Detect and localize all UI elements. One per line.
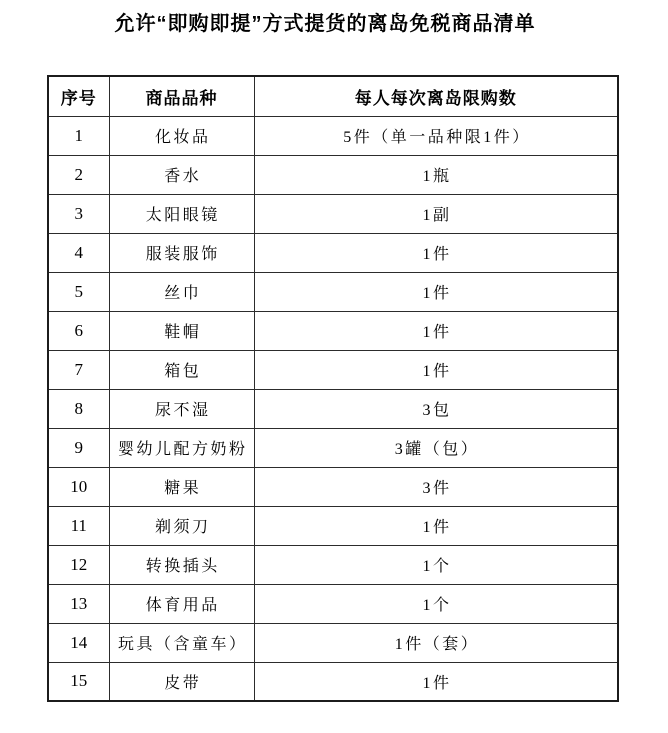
cell-serial: 15 [48, 662, 109, 701]
cell-product: 鞋帽 [109, 311, 254, 350]
cell-limit: 1件 [254, 272, 618, 311]
cell-serial: 1 [48, 116, 109, 155]
cell-serial: 12 [48, 545, 109, 584]
cell-serial: 10 [48, 467, 109, 506]
table-row [48, 506, 618, 545]
cell-limit: 1件 [254, 506, 618, 545]
cell-limit: 3包 [254, 389, 618, 428]
cell-limit: 1件 [254, 233, 618, 272]
header-product-type: 商品品种 [109, 76, 254, 116]
cell-product: 转换插头 [109, 545, 254, 584]
cell-limit: 1瓶 [254, 155, 618, 194]
cell-limit: 1副 [254, 194, 618, 233]
cell-product: 箱包 [109, 350, 254, 389]
cell-product: 太阳眼镜 [109, 194, 254, 233]
page-title: 允许“即购即提”方式提货的离岛免税商品清单 [114, 13, 536, 35]
cell-limit: 3件 [254, 467, 618, 506]
table-row [48, 428, 618, 467]
table-row [48, 389, 618, 428]
table-row [48, 623, 618, 662]
cell-product: 化妆品 [109, 116, 254, 155]
cell-product: 服装服饰 [109, 233, 254, 272]
cell-serial: 8 [48, 389, 109, 428]
table-row [48, 545, 618, 584]
cell-product: 玩具（含童车） [109, 623, 254, 662]
cell-limit: 1个 [254, 584, 618, 623]
cell-serial: 7 [48, 350, 109, 389]
table-body [48, 116, 618, 701]
header-serial-number: 序号 [48, 76, 109, 116]
cell-serial: 13 [48, 584, 109, 623]
cell-serial: 14 [48, 623, 109, 662]
cell-serial: 9 [48, 428, 109, 467]
cell-serial: 11 [48, 506, 109, 545]
table-row [48, 311, 618, 350]
table-row [48, 272, 618, 311]
cell-serial: 4 [48, 233, 109, 272]
cell-product: 剃须刀 [109, 506, 254, 545]
cell-product: 糖果 [109, 467, 254, 506]
header-row [48, 76, 618, 116]
cell-serial: 6 [48, 311, 109, 350]
table-header [48, 76, 618, 116]
table-row [48, 116, 618, 155]
cell-limit: 1件（套） [254, 623, 618, 662]
cell-product: 尿不湿 [109, 389, 254, 428]
duty-free-goods-table [47, 75, 619, 702]
cell-limit: 1件 [254, 662, 618, 701]
cell-limit: 5件（单一品种限1件） [254, 116, 618, 155]
table-row [48, 194, 618, 233]
cell-product: 皮带 [109, 662, 254, 701]
cell-limit: 1件 [254, 311, 618, 350]
cell-limit: 1个 [254, 545, 618, 584]
table-row [48, 350, 618, 389]
cell-product: 丝巾 [109, 272, 254, 311]
table-row [48, 233, 618, 272]
table-row [48, 662, 618, 701]
cell-serial: 5 [48, 272, 109, 311]
cell-serial: 3 [48, 194, 109, 233]
table-row [48, 155, 618, 194]
cell-limit: 3罐（包） [254, 428, 618, 467]
table-row [48, 584, 618, 623]
table-row [48, 467, 618, 506]
cell-serial: 2 [48, 155, 109, 194]
header-purchase-limit: 每人每次离岛限购数 [254, 76, 618, 116]
cell-limit: 1件 [254, 350, 618, 389]
cell-product: 香水 [109, 155, 254, 194]
cell-product: 婴幼儿配方奶粉 [109, 428, 254, 467]
cell-product: 体育用品 [109, 584, 254, 623]
